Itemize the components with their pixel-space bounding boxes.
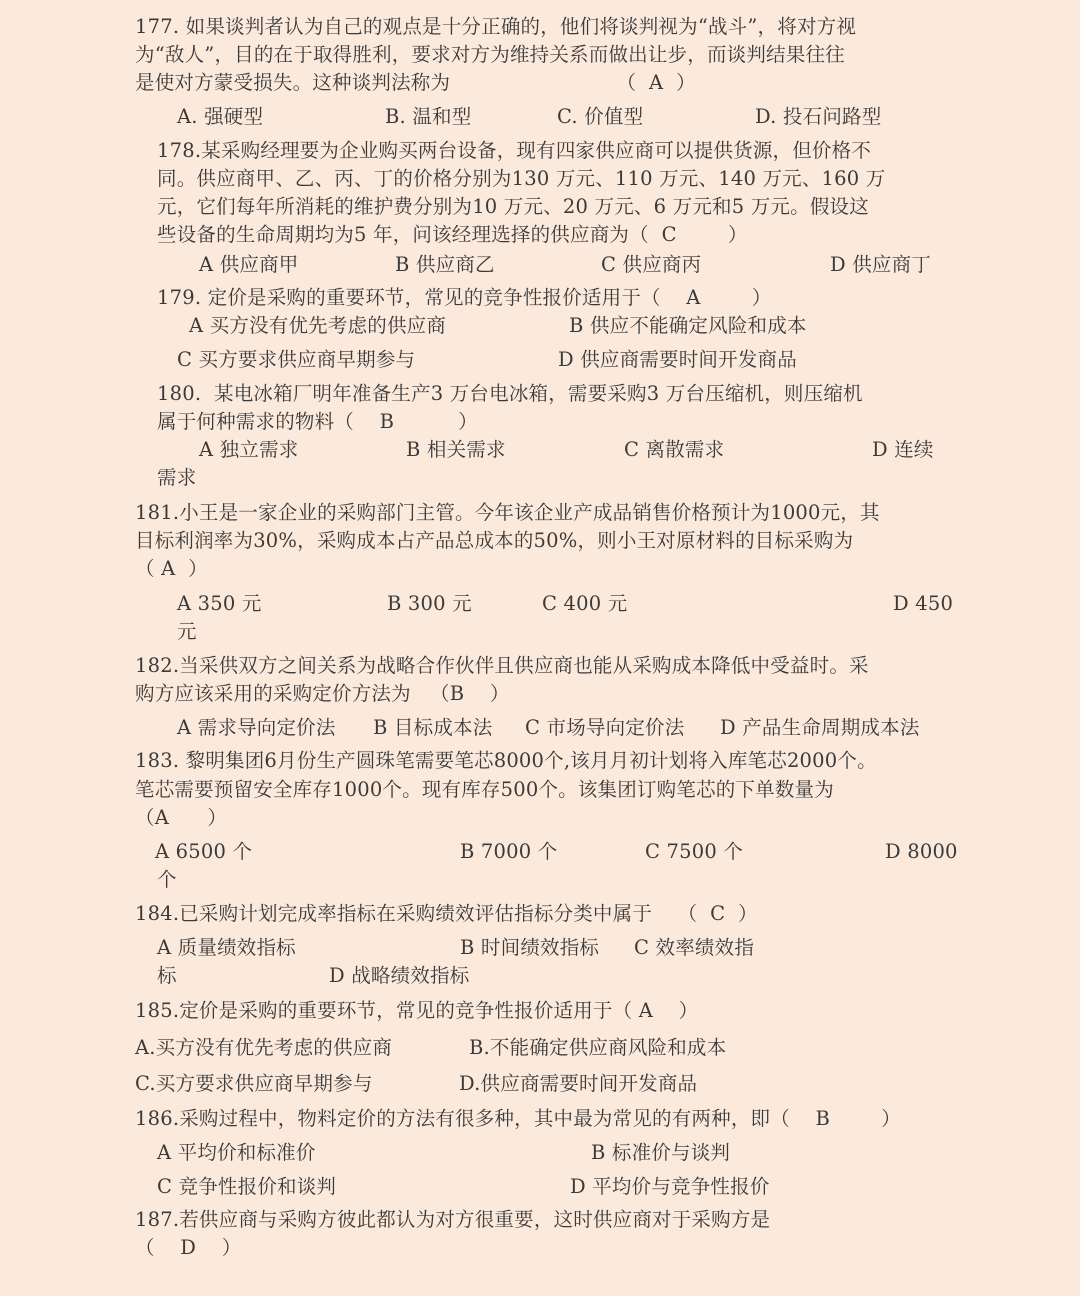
question-186-line-1: 186.采购过程中，物料定价的方法有很多种，其中最为常见的有两种，即（ B ） xyxy=(135,1107,901,1130)
question-178-option-a: A 供应商甲 xyxy=(199,253,299,276)
question-177-line-1: 177. 如果谈判者认为自己的观点是十分正确的，他们将谈判视为“战斗”，将对方视 xyxy=(135,15,857,38)
question-184-option-d: D 战略绩效指标 xyxy=(329,964,470,987)
question-180-option-d-wrap: 需求 xyxy=(157,466,197,489)
question-178-line-1: 178.某采购经理要为企业购买两台设备，现有四家供应商可以提供货源，但价格不 xyxy=(157,139,872,162)
question-183-option-d: D 8000 xyxy=(885,840,958,863)
question-178-option-b: B 供应商乙 xyxy=(395,253,495,276)
question-180-option-b: B 相关需求 xyxy=(406,438,506,461)
question-182-option-d: D 产品生命周期成本法 xyxy=(720,716,920,739)
question-180-line-1: 180. 某电冰箱厂明年准备生产3 万台电冰箱，需要采购3 万台压缩机，则压缩机 xyxy=(157,382,863,405)
question-177-line-3: 是使对方蒙受损失。这种谈判法称为 （ A ） xyxy=(135,71,696,94)
question-184-line-1: 184.已采购计划完成率指标在采购绩效评估指标分类中属于 （ C ） xyxy=(135,902,758,925)
question-177-option-a: A. 强硬型 xyxy=(177,105,264,128)
question-184-option-c-wrap: 标 xyxy=(157,964,177,987)
question-187-line-2: （ D ） xyxy=(135,1236,242,1259)
question-181-line-1: 181.小王是一家企业的采购部门主管。今年该企业产成品销售价格预计为1000元，其 xyxy=(135,501,880,524)
question-179-line-1: 179. 定价是采购的重要环节，常见的竞争性报价适用于（ A ） xyxy=(157,286,772,309)
question-185-option-d: D.供应商需要时间开发商品 xyxy=(459,1072,698,1095)
question-182-line-2: 购方应该采用的采购定价方法为 （B ） xyxy=(135,682,510,705)
question-183-line-1: 183. 黎明集团6月份生产圆珠笔需要笔芯8000个,该月月初计划将入库笔芯2000个。 xyxy=(135,749,877,772)
question-181-option-c: C 400 元 xyxy=(542,592,628,615)
question-185-option-a: A.买方没有优先考虑的供应商 xyxy=(135,1036,393,1059)
question-182-line-1: 182.当采供双方之间关系为战略合作伙伴且供应商也能从采购成本降低中受益时。采 xyxy=(135,654,869,677)
question-179-option-c: C 买方要求供应商早期参与 xyxy=(177,348,416,371)
question-181-line-2: 目标利润率为30%，采购成本占产品总成本的50%，则小王对原材料的目标采购为 xyxy=(135,529,854,552)
question-177-option-b: B. 温和型 xyxy=(385,105,472,128)
question-178-line-4: 些设备的生命周期均为5 年，问该经理选择的供应商为（ C ） xyxy=(157,223,748,246)
question-182-option-b: B 目标成本法 xyxy=(373,716,493,739)
question-179-option-b: B 供应不能确定风险和成本 xyxy=(569,314,807,337)
question-177-option-c: C. 价值型 xyxy=(557,105,644,128)
question-183-line-2: 笔芯需要预留安全库存1000个。现有库存500个。该集团订购笔芯的下单数量为 xyxy=(135,778,834,801)
question-179-option-d: D 供应商需要时间开发商品 xyxy=(558,348,797,371)
question-181-line-3: （ A ） xyxy=(135,557,208,580)
question-186-option-c: C 竞争性报价和谈判 xyxy=(157,1175,337,1198)
question-184-option-c: C 效率绩效指 xyxy=(634,936,755,959)
question-180-option-d: D 连续 xyxy=(872,438,934,461)
question-182-option-c: C 市场导向定价法 xyxy=(525,716,685,739)
question-180-line-2: 属于何种需求的物料（ B ） xyxy=(157,410,478,433)
question-182-option-a: A 需求导向定价法 xyxy=(177,716,336,739)
question-181-option-d-wrap: 元 xyxy=(177,620,197,643)
question-184-option-a: A 质量绩效指标 xyxy=(157,936,296,959)
question-177-option-d: D. 投石问路型 xyxy=(755,105,882,128)
question-186-option-d: D 平均价与竞争性报价 xyxy=(570,1175,770,1198)
question-187-line-1: 187.若供应商与采购方彼此都认为对方很重要，这时供应商对于采购方是 xyxy=(135,1208,771,1231)
question-186-option-a: A 平均价和标准价 xyxy=(157,1141,316,1164)
question-181-option-b: B 300 元 xyxy=(387,592,472,615)
question-183-option-b: B 7000 个 xyxy=(460,840,558,863)
question-183-option-c: C 7500 个 xyxy=(645,840,744,863)
question-184-option-b: B 时间绩效指标 xyxy=(460,936,600,959)
question-180-option-c: C 离散需求 xyxy=(624,438,725,461)
question-185-line-1: 185.定价是采购的重要环节，常见的竞争性报价适用于（ A ） xyxy=(135,999,699,1022)
question-181-option-d: D 450 xyxy=(893,592,954,615)
question-185-option-c: C.买方要求供应商早期参与 xyxy=(135,1072,373,1095)
question-181-option-a: A 350 元 xyxy=(177,592,262,615)
question-183-line-3: （A ） xyxy=(135,806,228,829)
question-185-option-b: B.不能确定供应商风险和成本 xyxy=(469,1036,727,1059)
question-186-option-b: B 标准价与谈判 xyxy=(591,1141,731,1164)
question-178-option-d: D 供应商丁 xyxy=(830,253,932,276)
question-179-option-a: A 买方没有优先考虑的供应商 xyxy=(189,314,447,337)
question-180-option-a: A 独立需求 xyxy=(199,438,299,461)
question-178-line-2: 同。供应商甲、乙、丙、丁的价格分别为130 万元、110 万元、140 万元、160 万 xyxy=(157,167,886,190)
question-183-option-a: A 6500 个 xyxy=(155,840,253,863)
question-178-option-c: C 供应商丙 xyxy=(601,253,702,276)
question-177-line-2: 为“敌人”，目的在于取得胜利，要求对方为维持关系而做出让步，而谈判结果往往 xyxy=(135,43,845,66)
question-178-line-3: 元，它们每年所消耗的维护费分别为10 万元、20 万元、6 万元和5 万元。假设这 xyxy=(157,195,869,218)
question-183-option-d-wrap: 个 xyxy=(157,868,177,891)
